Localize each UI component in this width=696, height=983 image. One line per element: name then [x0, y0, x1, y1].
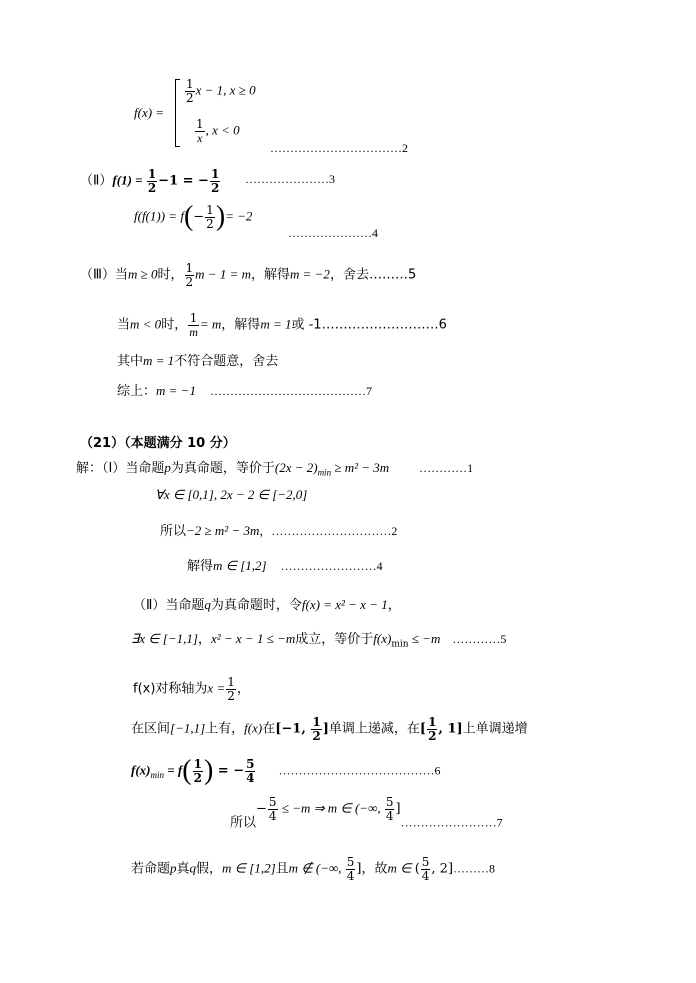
q21-forall: ∀x ∈ [0,1], 2x − 2 ∈ [−2,0]: [155, 487, 308, 502]
part2-line2: f(f(1)) = f(− $\frac{1}{2}$ )= −2: [134, 201, 253, 232]
piecewise-lhs: f(x) =: [134, 105, 165, 120]
q21-heading: （21）（本题满分 10 分）: [80, 436, 236, 451]
part2-line1: （Ⅱ）f(1) = $\frac{1}{2}$ −1 = − $\frac{1}{2}$: [80, 167, 220, 195]
dots-4: …………………4: [288, 226, 378, 240]
q21-fmin: $f(x)_{min} = f$( $\frac{1}{2}$ ) = − $\frac{5}{4}$ …………………………………6: [131, 755, 441, 786]
part3-line4: 综上：m = −1 …………………………………7: [117, 383, 372, 399]
q21-i-line1: 解：（Ⅰ）当命题p为真命题，等价于$(2x - 2)_{min} \ge m^2 - 3m$ …………1: [76, 460, 474, 478]
q21-ii-line2: ∃x ∈ [−1,1]，x² − x − 1 ≤ −m成立，等价于$f(x)_{min} \le -m$ …………5: [131, 631, 507, 650]
q21-get: 解得m ∈ [1,2] ……………………4: [187, 558, 383, 574]
dots-3: …………………3: [245, 172, 335, 186]
part3-line3: 其中m = 1不符合题意，舍去: [117, 353, 279, 369]
piecewise-case2: $\frac{1}{x}$ , x < 0: [196, 117, 240, 145]
part3-line1: （Ⅲ）当m ≥ 0时， $\frac{1}{2}$ m − 1 = m，解得m = −2，舍去………5: [80, 261, 417, 289]
piecewise-case1: $\frac{1}{2}$ x − 1, x ≥ 0: [186, 77, 256, 105]
q21-axis: f(x)对称轴为x = $\frac{1}{2}$ ，: [133, 675, 250, 703]
part3-line2: 当m < 0时， $\frac{1}{m}$ = m，解得m = 1或 -1………………………6: [117, 311, 447, 339]
dots-2: ……………………………2: [270, 141, 408, 155]
piecewise-brace: [175, 80, 182, 146]
q21-interval: 在区间[−1,1]上有，f(x)在[−1, $\frac{1}{2}$ ]单调上递减，在[ $\frac{1}{2}$ , 1]上单调递增: [131, 715, 528, 743]
q21-so: 所以−2 ≥ m² − 3m，…………………………2: [160, 523, 398, 539]
q21-ii-line1: （Ⅱ）当命题q为真命题时，令f(x) = x² − x − 1，: [133, 597, 401, 613]
q21-last: 若命题p真q假，m ∈ [1,2]且m ∉ (−∞, $\frac{5}{4}$ ]，故m ∈ ( $\frac{5}{4}$ , 2]………8: [131, 855, 496, 883]
q21-so2: 所以− $\frac{5}{4}$ ≤ −m ⇒ m ∈ (−∞, $\frac{5}{4}$ ]……………………7: [230, 795, 503, 831]
